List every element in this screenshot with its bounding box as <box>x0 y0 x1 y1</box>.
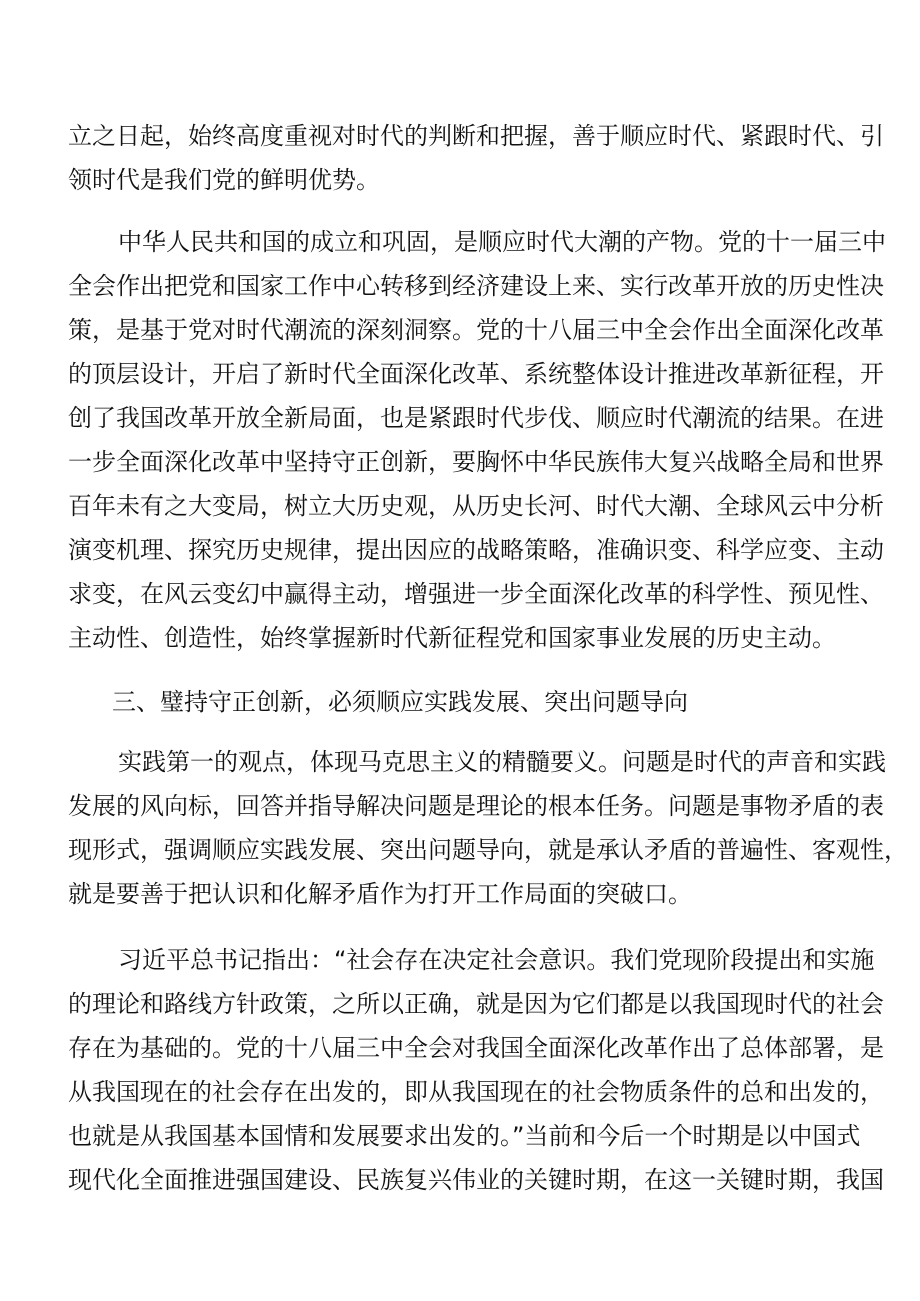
paragraph-line: 的理论和路线方针政策，之所以正确，就是因为它们都是以我国现时代的社会 <box>68 990 884 1018</box>
paragraph-line: 立之日起，始终高度重视对时代的判断和把握，善于顺应时代、紧跟时代、引 <box>68 122 884 150</box>
paragraph-line: 演变机理、探究历史规律，提出因应的战略策略，准确识变、科学应变、主动 <box>68 536 884 564</box>
paragraph-line: 策，是基于党对时代潮流的深刻洞察。党的十八届三中全会作出全面深化改革 <box>68 316 884 344</box>
paragraph-line: 现形式，强调顺应实践发展、突出问题导向，就是承认矛盾的普遍性、客观性， <box>68 836 908 864</box>
paragraph-line: 就是要善于把认识和化解矛盾作为打开工作局面的突破口。 <box>68 880 692 908</box>
paragraph-line: 发展的风向标，回答并指导解决问题是理论的根本任务。问题是事物矛盾的表 <box>68 792 884 820</box>
paragraph-line: 主动性、创造性，始终掌握新时代新征程党和国家事业发展的历史主动。 <box>68 624 836 652</box>
paragraph-line: 实践第一的观点，体现马克思主义的精髓要义。问题是时代的声音和实践 <box>118 748 886 776</box>
paragraph-line: 从我国现在的社会存在出发的，即从我国现在的社会物质条件的总和出发的， <box>68 1078 884 1106</box>
paragraph-line: 也就是从我国基本国情和发展要求出发的。”当前和今后一个时期是以中国式 <box>68 1122 861 1150</box>
paragraph-line: 现代化全面推进强国建设、民族复兴伟业的关键时期，在这一关键时期，我国 <box>68 1166 884 1194</box>
paragraph-line: 百年未有之大变局，树立大历史观，从历史长河、时代大潮、全球风云中分析 <box>68 492 884 520</box>
paragraph-line: 领时代是我们党的鲜明优势。 <box>68 166 380 194</box>
paragraph-line: 的顶层设计，开启了新时代全面深化改革、系统整体设计推进改革新征程，开 <box>68 360 884 388</box>
paragraph-line: 习近平总书记指出：“社会存在决定社会意识。我们党现阶段提出和实施 <box>118 946 875 974</box>
paragraph-line: 全会作出把党和国家工作中心转移到经济建设上来、实行改革开放的历史性决 <box>68 272 884 300</box>
paragraph-line: 存在为基础的。党的十八届三中全会对我国全面深化改革作出了总体部署，是 <box>68 1034 884 1062</box>
section-heading: 三、璧持守正创新，必须顺应实践发展、突出问题导向 <box>112 688 688 716</box>
paragraph-line: 中华人民共和国的成立和巩固，是顺应时代大潮的产物。党的十一届三中 <box>118 228 886 256</box>
paragraph-line: 求变，在风云变幻中赢得主动，增强进一步全面深化改革的科学性、预见性、 <box>68 580 884 608</box>
paragraph-line: 一步全面深化改革中坚持守正创新，要胸怀中华民族伟大复兴战略全局和世界 <box>68 448 884 476</box>
paragraph-line: 创了我国改革开放全新局面，也是紧跟时代步伐、顺应时代潮流的结果。在进 <box>68 404 884 432</box>
